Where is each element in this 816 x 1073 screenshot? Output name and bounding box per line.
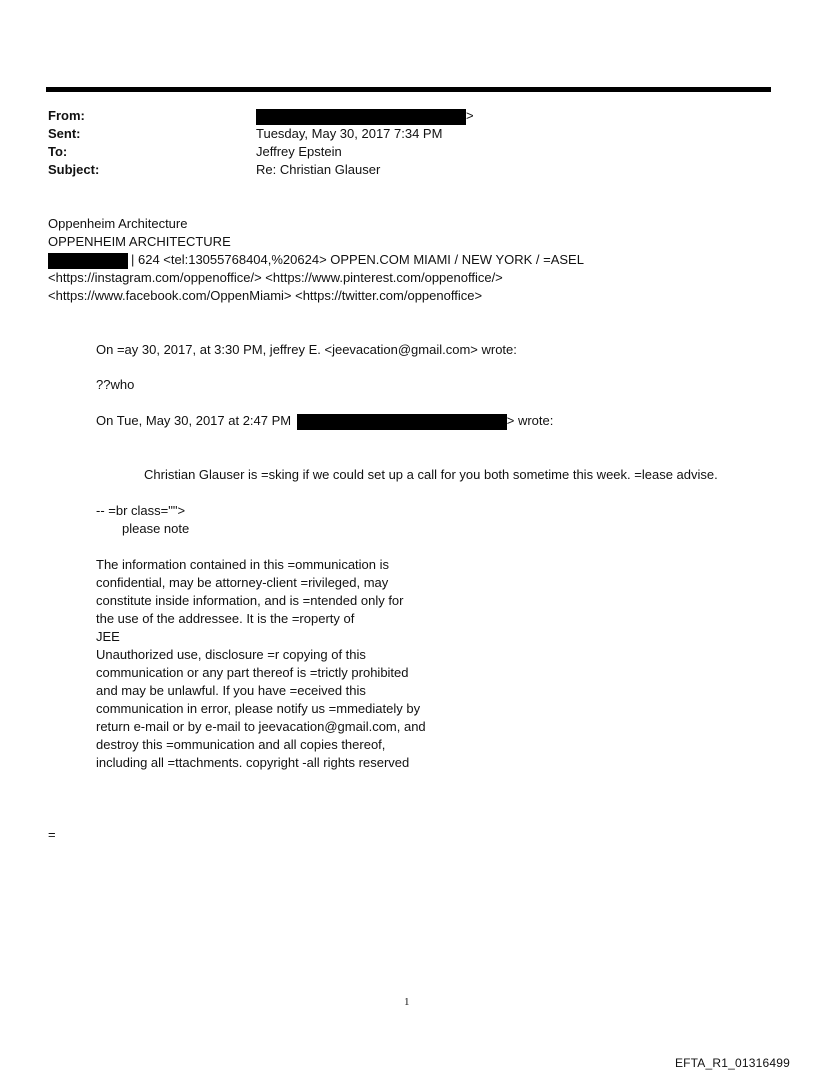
to-row bbox=[48, 143, 342, 161]
quoted-br-line: -- =br class=""> bbox=[96, 503, 186, 518]
trailing-char: = bbox=[48, 827, 56, 842]
quoted-who: ??who bbox=[96, 377, 135, 392]
signature-phone-text: | 624 <tel:13055768404,%20624> OPPEN.COM MIAMI / NEW YORK / =ASEL bbox=[131, 252, 584, 267]
disclaimer-line: and may be unlawful. If you have =eceived this bbox=[96, 683, 366, 698]
quoted-message: Christian Glauser is =sking if we could set up a call for you both sometime this week. =lease advise. bbox=[144, 467, 718, 482]
from-label: From: bbox=[48, 108, 85, 123]
disclaimer-line: communication or any part thereof is =trictly prohibited bbox=[96, 665, 409, 680]
header-rule bbox=[46, 87, 771, 92]
signature-line-4: <https://instagram.com/oppenoffice/> <https://www.pinterest.com/oppenoffice/> bbox=[48, 270, 503, 285]
signature-line-1: Oppenheim Architecture bbox=[48, 216, 188, 231]
page-number: 1 bbox=[404, 996, 410, 1008]
disclaimer-line: confidential, may be attorney-client =rivileged, may bbox=[96, 575, 389, 590]
redaction-box bbox=[48, 253, 128, 269]
disclaimer-line: destroy this =ommunication and all copies thereof, bbox=[96, 737, 386, 752]
sent-row bbox=[48, 125, 442, 143]
disclaimer-line: Unauthorized use, disclosure =r copying of this bbox=[96, 647, 366, 662]
redaction-box bbox=[256, 109, 466, 125]
redaction-box bbox=[297, 414, 507, 430]
signature-line-5: <https://www.facebook.com/OppenMiami> <https://twitter.com/oppenoffice> bbox=[48, 288, 483, 303]
on-tue-suffix: > wrote: bbox=[506, 413, 554, 428]
subject-label: Subject: bbox=[48, 162, 100, 177]
document-id: EFTA_R1_01316499 bbox=[674, 1056, 790, 1070]
subject-row bbox=[48, 161, 380, 179]
to-label: To: bbox=[48, 144, 68, 159]
quoted-please-note: please note bbox=[122, 521, 190, 536]
disclaimer-line: including all =ttachments. copyright -all rights reserved bbox=[96, 755, 410, 770]
on-tue-prefix: On Tue, May 30, 2017 at 2:47 PM bbox=[96, 413, 292, 428]
from-suffix: > bbox=[466, 108, 474, 123]
sent-label: Sent: bbox=[48, 126, 81, 141]
subject-value: Re: Christian Glauser bbox=[256, 162, 381, 177]
signature-line-3 bbox=[48, 251, 584, 269]
disclaimer-line: the use of the addressee. It is the =roperty of bbox=[96, 611, 355, 626]
from-value bbox=[256, 107, 474, 125]
sent-value: Tuesday, May 30, 2017 7:34 PM bbox=[256, 126, 443, 141]
to-value: Jeffrey Epstein bbox=[256, 144, 342, 159]
quoted-on-line: On =ay 30, 2017, at 3:30 PM, jeffrey E. <jeevacation@gmail.com> wrote: bbox=[96, 342, 517, 357]
quoted-on-tue-line bbox=[96, 412, 553, 430]
signature-line-2: OPPENHEIM ARCHITECTURE bbox=[48, 234, 231, 249]
disclaimer-line: JEE bbox=[96, 629, 120, 644]
disclaimer-line: The information contained in this =ommunication is bbox=[96, 557, 390, 572]
disclaimer-line: return e-mail or by e-mail to jeevacation@gmail.com, and bbox=[96, 719, 426, 734]
disclaimer-line: constitute inside information, and is =ntended only for bbox=[96, 593, 404, 608]
disclaimer-line: communication in error, please notify us =mmediately by bbox=[96, 701, 421, 716]
from-row bbox=[48, 107, 474, 125]
